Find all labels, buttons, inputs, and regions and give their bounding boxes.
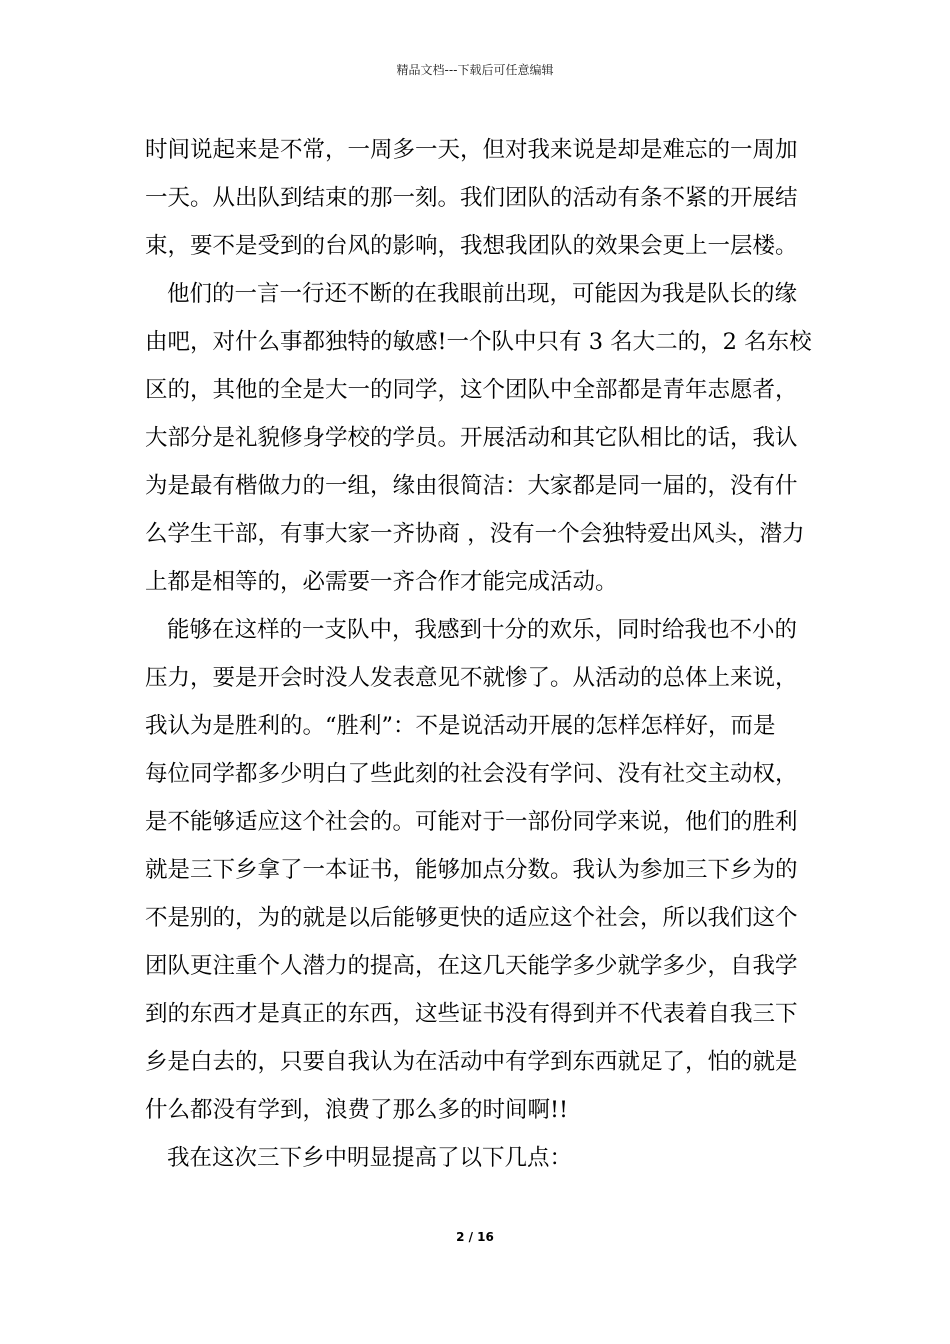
text-line: 由吧，对什么事都独特的敏感!一个队中只有 3 名大二的，2 名东校 — [145, 329, 812, 355]
text-line: 不是别的，为的就是以后能够更快的适应这个社会，所以我们这个 — [145, 905, 798, 931]
text-line: 我认为是胜利的。“胜利”：不是说活动开展的怎样怎样好，而是 — [145, 713, 776, 739]
paragraph-3 — [145, 606, 807, 1134]
text-line: 上都是相等的，必需要一齐合作才能完成活动。 — [145, 569, 618, 595]
document-body — [145, 126, 812, 1182]
text-line: 团队更注重个人潜力的提高，在这几天能学多少就学多少，自我学 — [145, 953, 798, 979]
text-line: 大部分是礼貌修身学校的学员。开展活动和其它队相比的话，我认 — [145, 425, 798, 451]
text-line: 到的东西才是真正的东西，这些证书没有得到并不代表着自我三下 — [145, 1001, 798, 1027]
text-line: 时间说起来是不常，一周多一天，但对我来说是却是难忘的一周加 — [145, 137, 798, 163]
text-line: 束，要不是受到的台风的影响，我想我团队的效果会更上一层楼。 — [145, 233, 798, 259]
text-line: 每位同学都多少明白了些此刻的社会没有学问、没有社交主动权， — [145, 761, 798, 787]
text-line: 一天。从出队到结束的那一刻。我们团队的活动有条不紧的开展结 — [145, 185, 798, 211]
text-line: 区的，其他的全是大一的同学，这个团队中全部都是青年志愿者， — [145, 377, 798, 403]
text-line: 为是最有楷做力的一组，缘由很简洁：大家都是同一届的，没有什 — [145, 473, 798, 499]
paragraph-4 — [145, 1134, 807, 1182]
text-line: 就是三下乡拿了一本证书，能够加点分数。我认为参加三下乡为的 — [145, 857, 798, 883]
text-line: 是不能够适应这个社会的。可能对于一部份同学来说，他们的胜利 — [145, 809, 798, 835]
text-line: 什么都没有学到，浪费了那么多的时间啊!! — [145, 1097, 569, 1123]
text-line: 压力，要是开会时没人发表意见不就惨了。从活动的总体上来说， — [145, 665, 798, 691]
text-line: 乡是白去的，只要自我认为在活动中有学到东西就足了，怕的就是 — [145, 1049, 798, 1075]
paragraph-1 — [145, 126, 807, 270]
page-header: 精品文档---下载后可任意编辑 — [396, 63, 554, 77]
page-number: 2 / 16 — [456, 1230, 494, 1244]
text-line: 他们的一言一行还不断的在我眼前出现，可能因为我是队长的缘 — [167, 281, 798, 307]
text-line: 我在这次三下乡中明显提高了以下几点： — [167, 1145, 573, 1171]
paragraph-2 — [145, 270, 812, 606]
text-line: 么学生干部，有事大家一齐协商 ，没有一个会独特爱出风头，潜力 — [145, 521, 805, 547]
text-line: 能够在这样的一支队中，我感到十分的欢乐，同时给我也不小的 — [167, 617, 798, 643]
